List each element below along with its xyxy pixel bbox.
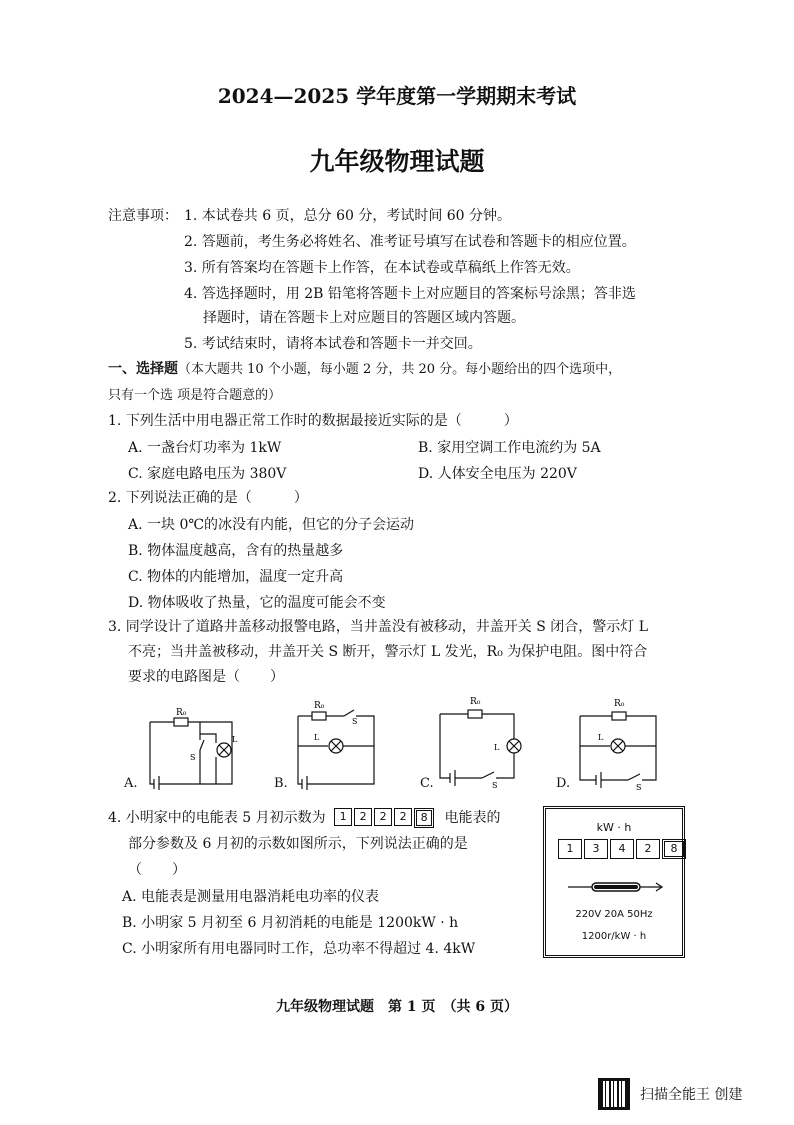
circuit-d-label: D. xyxy=(556,776,571,791)
circuit-b-l-label: L xyxy=(314,733,320,742)
notes-label: 注意事项： xyxy=(108,208,178,224)
may-digit-5: 8 xyxy=(414,808,434,828)
note-item-4: 4. 答选择题时，用 2B 铅笔将答题卡上对应题目的答案标号涂黑；答非选 xyxy=(184,286,636,302)
q4-line-3-row xyxy=(128,860,186,880)
section-desc-1: （本大题共 10 个小题，每小题 2 分，共 20 分。每小题给出的四个选项中， xyxy=(178,362,622,377)
note-item-1: 1. 本试卷共 6 页，总分 60 分，考试时间 60 分钟。 xyxy=(184,208,512,224)
circuit-c-s-label: S xyxy=(492,781,498,790)
note-item-2: 2. 答题前，考生务必将姓名、准考证号填写在试卷和答题卡的相应位置。 xyxy=(184,234,636,250)
q2-stem: 2. 下列说法正确的是（ xyxy=(108,490,252,506)
may-digit-1: 1 xyxy=(334,808,352,826)
q2-option-d: D. 物体吸收了热量，它的温度可能会不变 xyxy=(128,595,386,611)
circuit-a-r0-label: R₀ xyxy=(176,708,187,718)
circuit-c-label: C. xyxy=(420,776,434,791)
q1-stem-row xyxy=(108,411,518,431)
q1-option-b: B. 家用空调工作电流约为 5A xyxy=(418,440,601,456)
meter-specs: 220V 20A 50Hz xyxy=(575,909,653,920)
q3-line-2: 不亮；当井盖被移动，井盖开关 S 断开，警示灯 L 发光，R₀ 为保护电阻。图中符合 xyxy=(128,644,648,660)
note-item-3: 3. 所有答案均在答题卡上作答，在本试卷或草稿纸上作答无效。 xyxy=(184,260,580,276)
q1-option-d: D. 人体安全电压为 220V xyxy=(418,466,577,482)
q4-line-3: （ xyxy=(128,862,142,878)
section-title: 一、选择题 xyxy=(108,361,178,377)
q2-option-b: B. 物体温度越高，含有的热量越多 xyxy=(128,543,344,559)
section-desc-2: 只有一个选 项是符合题意的） xyxy=(108,388,282,403)
may-meter-reading xyxy=(334,808,436,828)
q4-option-b: B. 小明家 5 月初至 6 月初消耗的电能是 1200kW · h xyxy=(122,915,459,931)
q2-stem-row xyxy=(108,488,308,508)
circuit-c-l-label: L xyxy=(494,743,500,752)
q2-option-a: A. 一块 0℃的冰没有内能，但它的分子会运动 xyxy=(128,517,415,533)
q4-option-c: C. 小明家所有用电器同时工作，总功率不得超过 4. 4kW xyxy=(122,941,476,957)
scanner-watermark: 扫描全能王 创建 xyxy=(640,1087,743,1103)
circuit-b-label: B. xyxy=(274,776,288,791)
may-digit-2: 2 xyxy=(354,808,372,826)
page-footer: 九年级物理试题 第 1 页 （共 6 页） xyxy=(276,999,518,1015)
may-digit-4: 2 xyxy=(394,808,412,826)
q4-line-2: 部分参数及 6 月初的示数如图所示，下列说法正确的是 xyxy=(128,836,468,852)
q1-stem: 1. 下列生活中用电器正常工作时的数据最接近实际的是（ xyxy=(108,413,462,429)
meter-disc-icon xyxy=(566,877,666,897)
q3-line-3: 要求的电路图是（ xyxy=(128,669,240,685)
q4-close: ） xyxy=(172,862,186,878)
q4-option-a: A. 电能表是测量用电器消耗电功率的仪表 xyxy=(122,889,380,905)
q4-line-1a: 4. 小明家中的电能表 5 月初示数为 xyxy=(108,810,326,826)
note-item-4-cont: 择题时，请在答题卡上对应题目的答题区域内答题。 xyxy=(203,310,525,326)
q1-close: ） xyxy=(503,413,518,429)
circuit-c-diagram xyxy=(436,690,532,790)
circuit-d-l-label: L xyxy=(598,733,604,742)
circuit-b-s-label: S xyxy=(352,717,358,726)
meter-digit-1: 1 xyxy=(558,839,582,859)
q1-option-a: A. 一盏台灯功率为 1kW xyxy=(128,440,282,456)
q2-option-c: C. 物体的内能增加，温度一定升高 xyxy=(128,569,344,585)
circuit-c-r0-label: R₀ xyxy=(470,697,481,707)
meter-unit: kW · h xyxy=(596,821,632,834)
meter-rate: 1200r/kW · h xyxy=(581,931,647,942)
q2-close: ） xyxy=(293,490,308,506)
exam-title: 2024—2025 学年度第一学期期末考试 xyxy=(217,84,577,108)
may-digit-3: 2 xyxy=(374,808,392,826)
meter-digit-5: 8 xyxy=(662,839,686,859)
meter-digit-2: 3 xyxy=(584,839,608,859)
section-heading xyxy=(108,358,621,378)
meter-digit-4: 2 xyxy=(636,839,660,859)
circuit-d-diagram xyxy=(576,690,668,790)
circuit-a-diagram xyxy=(144,690,240,790)
q4-line-1b: 电能表的 xyxy=(444,810,501,826)
q3-close: ） xyxy=(270,669,284,685)
circuit-a-s-label: S xyxy=(190,753,196,762)
circuit-a-label: A. xyxy=(124,776,138,791)
note-item-5: 5. 考试结束时，请将本试卷和答题卡一并交回。 xyxy=(184,336,482,352)
q3-line-1: 3. 同学设计了道路井盖移动报警电路，当井盖没有被移动，井盖开关 S 闭合，警示灯 L xyxy=(108,619,649,635)
meter-reading xyxy=(558,839,688,859)
q4-line-1 xyxy=(108,808,501,828)
circuit-d-r0-label: R₀ xyxy=(614,699,625,709)
electric-meter-figure xyxy=(543,806,685,958)
meter-digit-3: 4 xyxy=(610,839,634,859)
circuit-a-l-label: L xyxy=(232,735,238,744)
exam-subtitle: 九年级物理试题 xyxy=(309,147,485,176)
q1-option-c: C. 家庭电路电压为 380V xyxy=(128,466,287,482)
q3-line-3-row xyxy=(128,667,284,687)
qr-code-icon xyxy=(598,1078,630,1110)
circuit-b-diagram xyxy=(290,690,382,790)
section-desc-2-row xyxy=(108,384,281,403)
circuit-d-s-label: S xyxy=(636,783,642,790)
circuit-b-r0-label: R₀ xyxy=(314,701,325,711)
